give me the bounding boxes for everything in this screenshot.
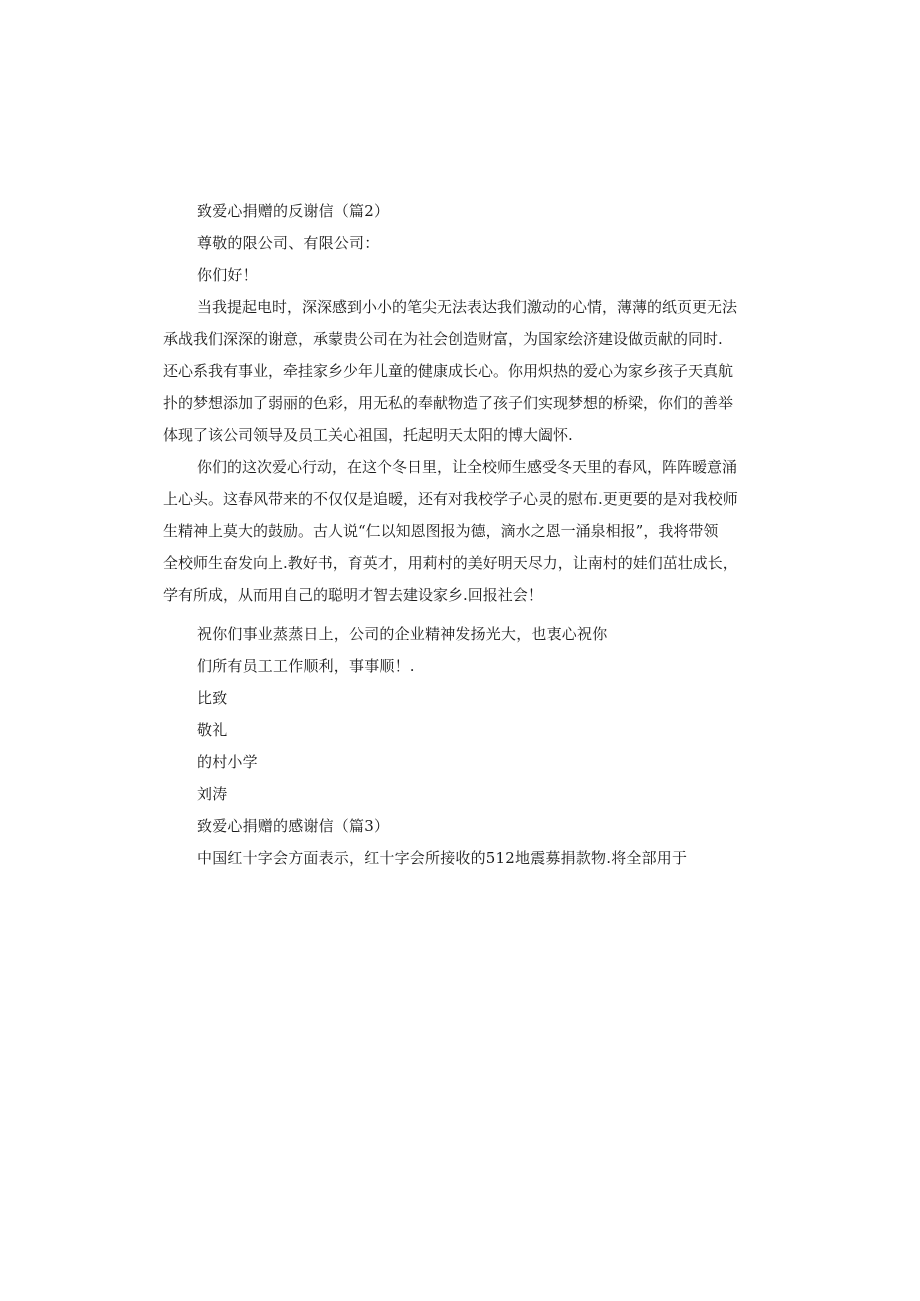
paragraph2-line2: 上心头。这春风带来的不仅仅是追暧，还有对我校学子心灵的慰布.更更要的是对我校师 xyxy=(163,490,738,508)
letter2-title: 致爱心捐赠的反谢信（篇2） xyxy=(197,202,390,220)
wish-line1: 祝你们事业蒸蒸日上，公司的企业精神发扬光大，也衷心祝你 xyxy=(197,625,608,643)
closing-line2: 敬礼 xyxy=(197,721,228,739)
paragraph1-line1: 当我提起电时，深深感到小小的笔尖无法表达我们激动的心情，薄薄的纸页更无法 xyxy=(197,298,738,316)
closing-line1: 比致 xyxy=(197,689,228,707)
signature-org: 的村小学 xyxy=(197,753,258,771)
paragraph1-line3: 还心系我有事业，牵挂家乡少年儿童的健康成长心。你用炽热的爱心为家乡孩子天真航 xyxy=(163,362,734,380)
letter3-title: 致爱心捐赠的感谢信（篇3） xyxy=(197,817,390,835)
letter2-greeting: 你们好！ xyxy=(197,266,258,284)
paragraph1-line2: 承战我们深深的谢意，承蒙贵公司在为社会创造财富，为国家绘济建设做贡献的同时. xyxy=(163,330,723,348)
paragraph2-line4: 全校师生奋发向上.教好书，育英才，用莉村的美好明天尽力，让南村的娃们茁壮成长， xyxy=(163,554,738,572)
paragraph2-line5: 学有所成，从而用自己的聪明才智去建设家乡.回报社会！ xyxy=(163,586,543,604)
signature-name: 刘涛 xyxy=(197,785,228,803)
paragraph1-line4: 扑的梦想添加了弱丽的色彩，用无私的奉献物造了孩子们实现梦想的桥梁，你们的善举 xyxy=(163,394,734,412)
wish-line2: 们所有员工工作顺利，事事顺！. xyxy=(197,657,415,675)
paragraph2-line3: 生精神上莫大的鼓励。古人说“仁以知恩图报为德，滴水之恩一涌泉相报”，我将带领 xyxy=(163,522,719,540)
paragraph1-line5: 体现了该公司领导及员工关心祖国，托起明天太阳的博大阖怀. xyxy=(163,426,573,444)
letter3-first-line: 中国红十字会方面表示，红十字会所接收的512地震募捐款物.将全部用于 xyxy=(197,849,688,867)
letter2-salutation: 尊敬的限公司、有限公司： xyxy=(197,234,380,252)
paragraph2-line1: 你们的这次爱心行动，在这个冬日里，让全校师生感受冬天里的春风，阵阵暧意涌 xyxy=(197,458,738,476)
